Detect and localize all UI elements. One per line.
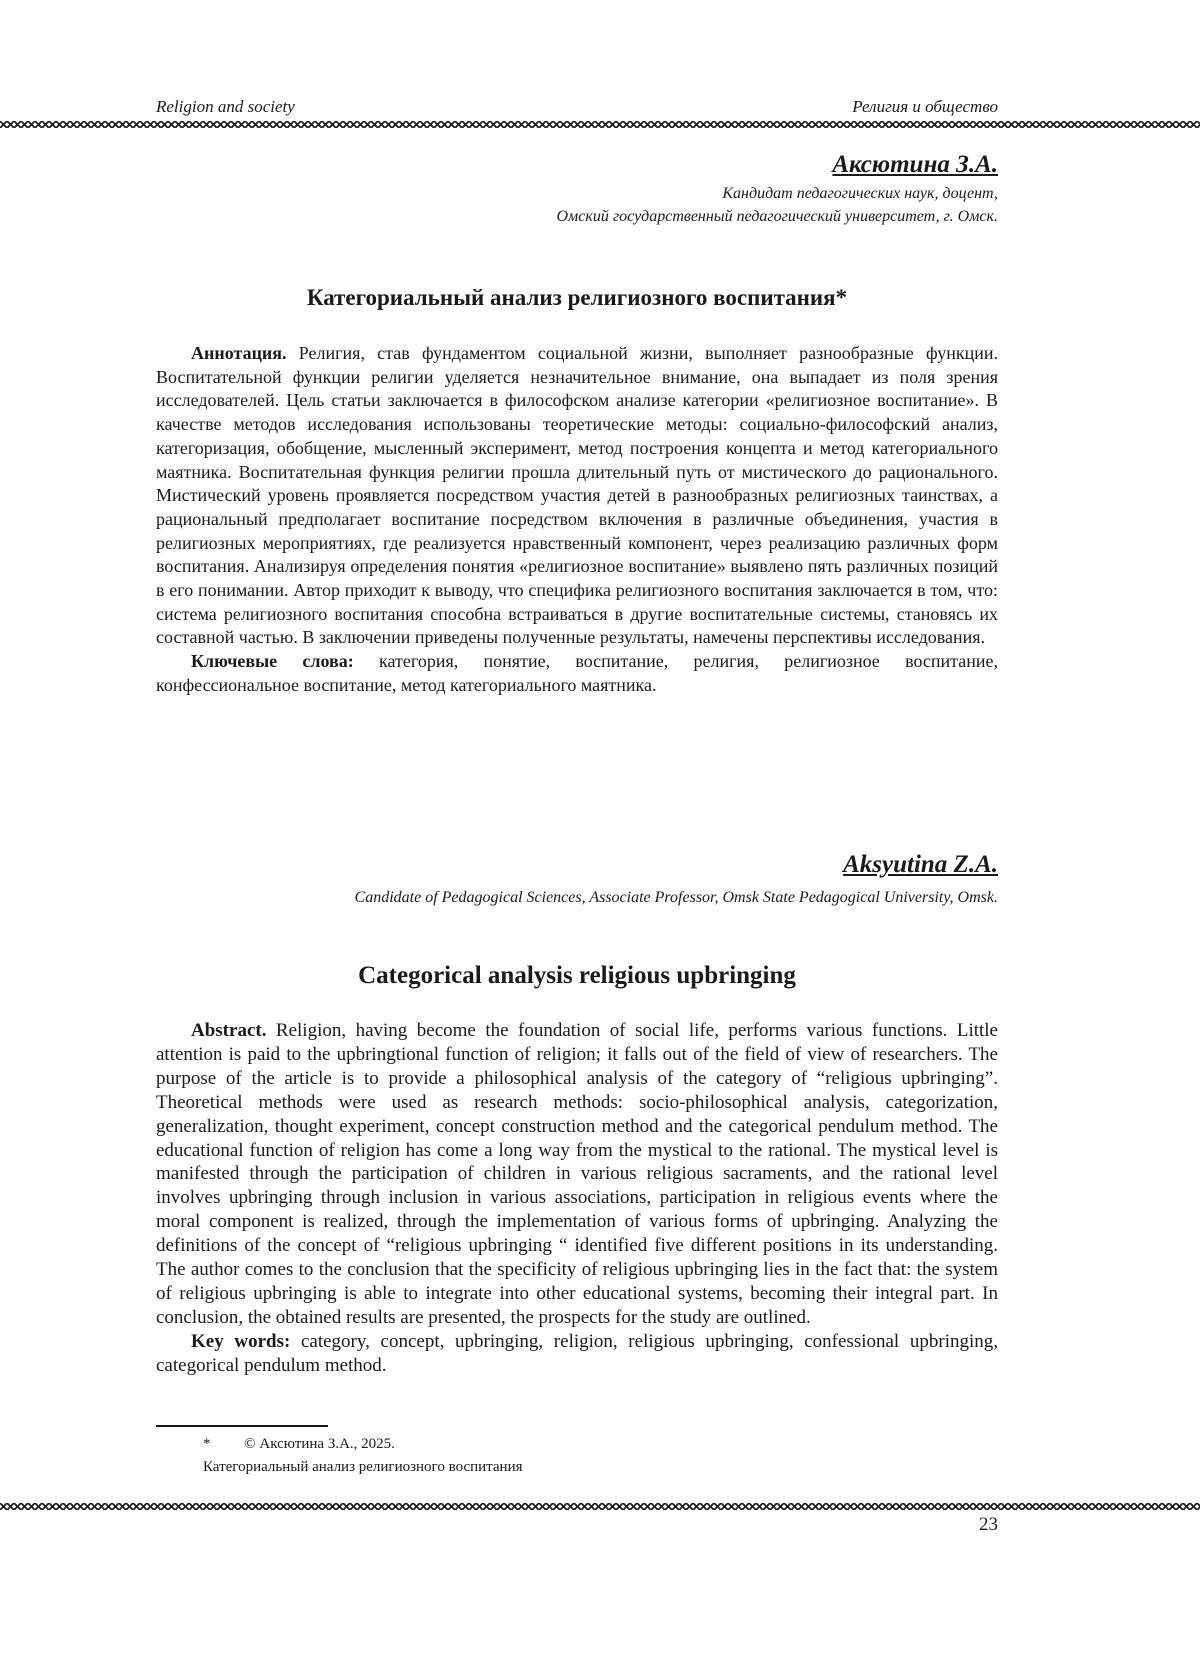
ru-affiliation-line1: Кандидат педагогических наук, доцент, xyxy=(722,185,998,202)
header-right: Религия и общество xyxy=(852,97,998,116)
en-author-block xyxy=(156,850,998,909)
running-header xyxy=(156,96,998,118)
en-keywords-paragraph xyxy=(156,1330,998,1378)
ru-abstract xyxy=(156,342,998,698)
ru-affiliation-line2: Омский государственный педагогический университет, г. Омск. xyxy=(556,208,998,225)
footnote-separator xyxy=(156,1425,328,1427)
en-affiliation: Candidate of Pedagogical Sciences, Associate Professor, Omsk State Pedagogical University, Omsk. xyxy=(354,889,998,906)
en-abstract-text: Religion, having become the foundation of social life, performs various functions. Little attention is paid to the upbringtional function of religion; it falls out of the field of view of researchers. The purpose of the article is to provide a philosophical analysis of the category of “religious upbringing”. Theoretical methods were used as research methods: socio-philosophical analysis, categorization, generalization, thought experiment, concept construction method and the categorical pendulum method. The educational function of religion has come a long way from the mystical to the rational. The mystical level is manifested through the participation of children in various religious sacraments, and the rational level involves upbringing through inclusion in various associations, participation in religious events where the moral component is realized, through the implementation of various forms of upbringing. Analyzing the definitions of the concept of “religious upbringing “ identified five different positions in its understanding. The author comes to the conclusion that the specificity of religious upbringing lies in the fact that: the system of religious upbringing is able to integrate into other educational systems, becoming their integral part. In conclusion, the obtained results are presented, the prospects for the study are outlined. xyxy=(156,1020,998,1328)
ru-author-block xyxy=(156,150,998,228)
en-abstract-label: Abstract. xyxy=(191,1020,267,1041)
en-author-name: Aksyutina Z.A. xyxy=(843,851,998,878)
en-abstract-paragraph xyxy=(156,1019,998,1330)
ru-abstract-text: Религия, став фундаментом социальной жизни, выполняет разнообразные функции. Воспитательной функции религии уделяется незначительное внимание, она выпадает из поля зрения исследователей. Цель статьи заключается в философском анализе категории «религиозное воспитание». В качестве методов исследования использованы теоретические методы: социально-философский анализ, категоризация, обобщение, мысленный эксперимент, метод построения концепта и метод категориального маятника. Воспитательная функция религии прошла длительный путь от мистического до рационального. Мистический уровень проявляется посредством участия детей в разнообразных религиозных таинствах, а рациональный предполагает воспитание посредством включения в различные объединения, участия в религиозных мероприятиях, где реализуется нравственный компонент, через реализацию различных форм воспитания. Анализируя определения понятия «религиозное воспитание» выявлено пять различных позиций в его понимании. Автор приходит к выводу, что специфика религиозного воспитания заключается в том, что: система религиозного воспитания способна встраиваться в другие воспитательные системы, становясь их составной частью. В заключении приведены полученные результаты, намечены перспективы исследования. xyxy=(156,343,998,648)
ru-keywords-paragraph xyxy=(156,650,998,697)
en-keywords-label: Key words: xyxy=(191,1330,291,1352)
ru-author-name: Аксютина З.А. xyxy=(832,151,998,178)
footnote-marker: * xyxy=(203,1436,211,1452)
header-ornament-rule xyxy=(0,121,1200,128)
page-number: 23 xyxy=(979,1514,998,1535)
en-keywords-text: category, concept, upbringing, religion, religious upbringing, confessional upbringing, categorical pendulum method. xyxy=(156,1330,998,1376)
ru-keywords-text: категория, понятие, воспитание, религия, религиозное воспитание, конфессиональное воспитание, метод категориального маятника. xyxy=(156,651,998,695)
footnote-copyright: © Аксютина З.А., 2025. xyxy=(244,1436,395,1452)
en-abstract xyxy=(156,1019,998,1378)
ru-article-title: Категориальный анализ религиозного воспитания* xyxy=(306,285,848,310)
ru-abstract-paragraph xyxy=(156,342,998,650)
footnote-title: Категориальный анализ религиозного воспитания xyxy=(203,1459,523,1475)
ru-abstract-label: Аннотация. xyxy=(191,343,287,363)
en-article-title: Categorical analysis religious upbringing xyxy=(358,962,796,989)
footer-ornament-rule xyxy=(0,1503,1200,1510)
footnote-line1 xyxy=(203,1433,903,1456)
header-left: Religion and society xyxy=(156,97,295,116)
ru-keywords-label: Ключевые слова: xyxy=(191,651,354,672)
